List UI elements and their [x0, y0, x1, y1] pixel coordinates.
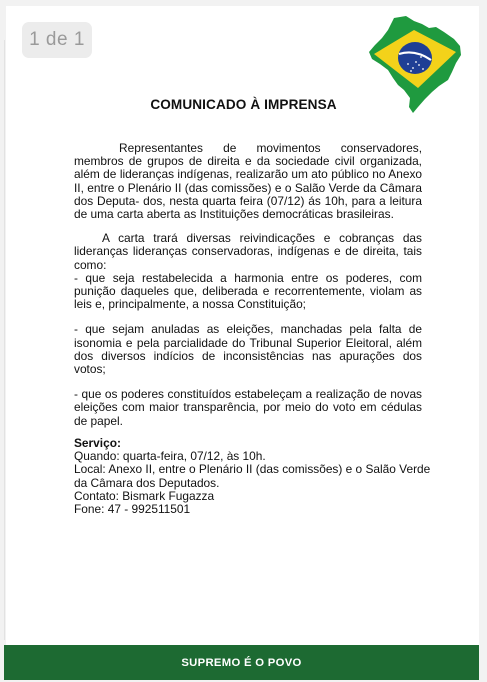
service-when: Quando: quarta-feira, 07/12, às 10h.	[74, 449, 266, 464]
service-phone: Fone: 47 - 992511501	[74, 502, 191, 517]
document-title: COMUNICADO À IMPRENSA	[150, 97, 337, 112]
page-edge	[4, 40, 5, 640]
service-title: Serviço:	[74, 436, 121, 450]
paragraph-demand-1: - que seja restabelecida a harmonia entre os poderes, com punição daqueles que, deliberada e recorrentemente, violam as leis e, principalmente, a nossa Constituição;	[74, 270, 422, 312]
page-indicator: 1 de 1	[22, 22, 92, 58]
paragraph-demands-intro: A carta trará diversas reivindicações e cobranças das lideranças lideranças conservadoras, indígenas e de direita, tais como:	[74, 231, 422, 272]
paragraph-demand-2: - que sejam anuladas as eleições, manchadas pela falta de isonomia e pela parcialidade do Tribunal Superior Eleitoral, além dos diversos indícios de inconsistências nas apurações dos votos;	[74, 322, 422, 377]
paragraph-intro: Representantes de movimentos conservadores, membros de grupos de direita e da sociedade civil organizada, além de lideranças indígenas, realizarão um ato público no Anexo II, entre o Plenário II (das comissões) e o Salão Verde da Câmara dos Deputa- dos, nesta quarta feira (07/12) ás 10h, para a leitura de uma carta aberta as Instituições democráticas brasileiras.	[74, 141, 422, 222]
paragraph-demand-3: - que os poderes constituídos estabeleçam a realização de novas eleições com maior transparência, por meio do voto em cédulas de papel.	[74, 387, 422, 428]
service-contact: Contato: Bismark Fugazza	[74, 488, 215, 503]
footer-banner: SUPREMO É O POVO	[4, 645, 479, 680]
service-location: Local: Anexo II, entre o Plenário II (das comissões) e o Salão Verde da Câmara dos Deputados.	[74, 462, 431, 490]
document-body	[74, 142, 422, 428]
service-block	[74, 437, 434, 516]
